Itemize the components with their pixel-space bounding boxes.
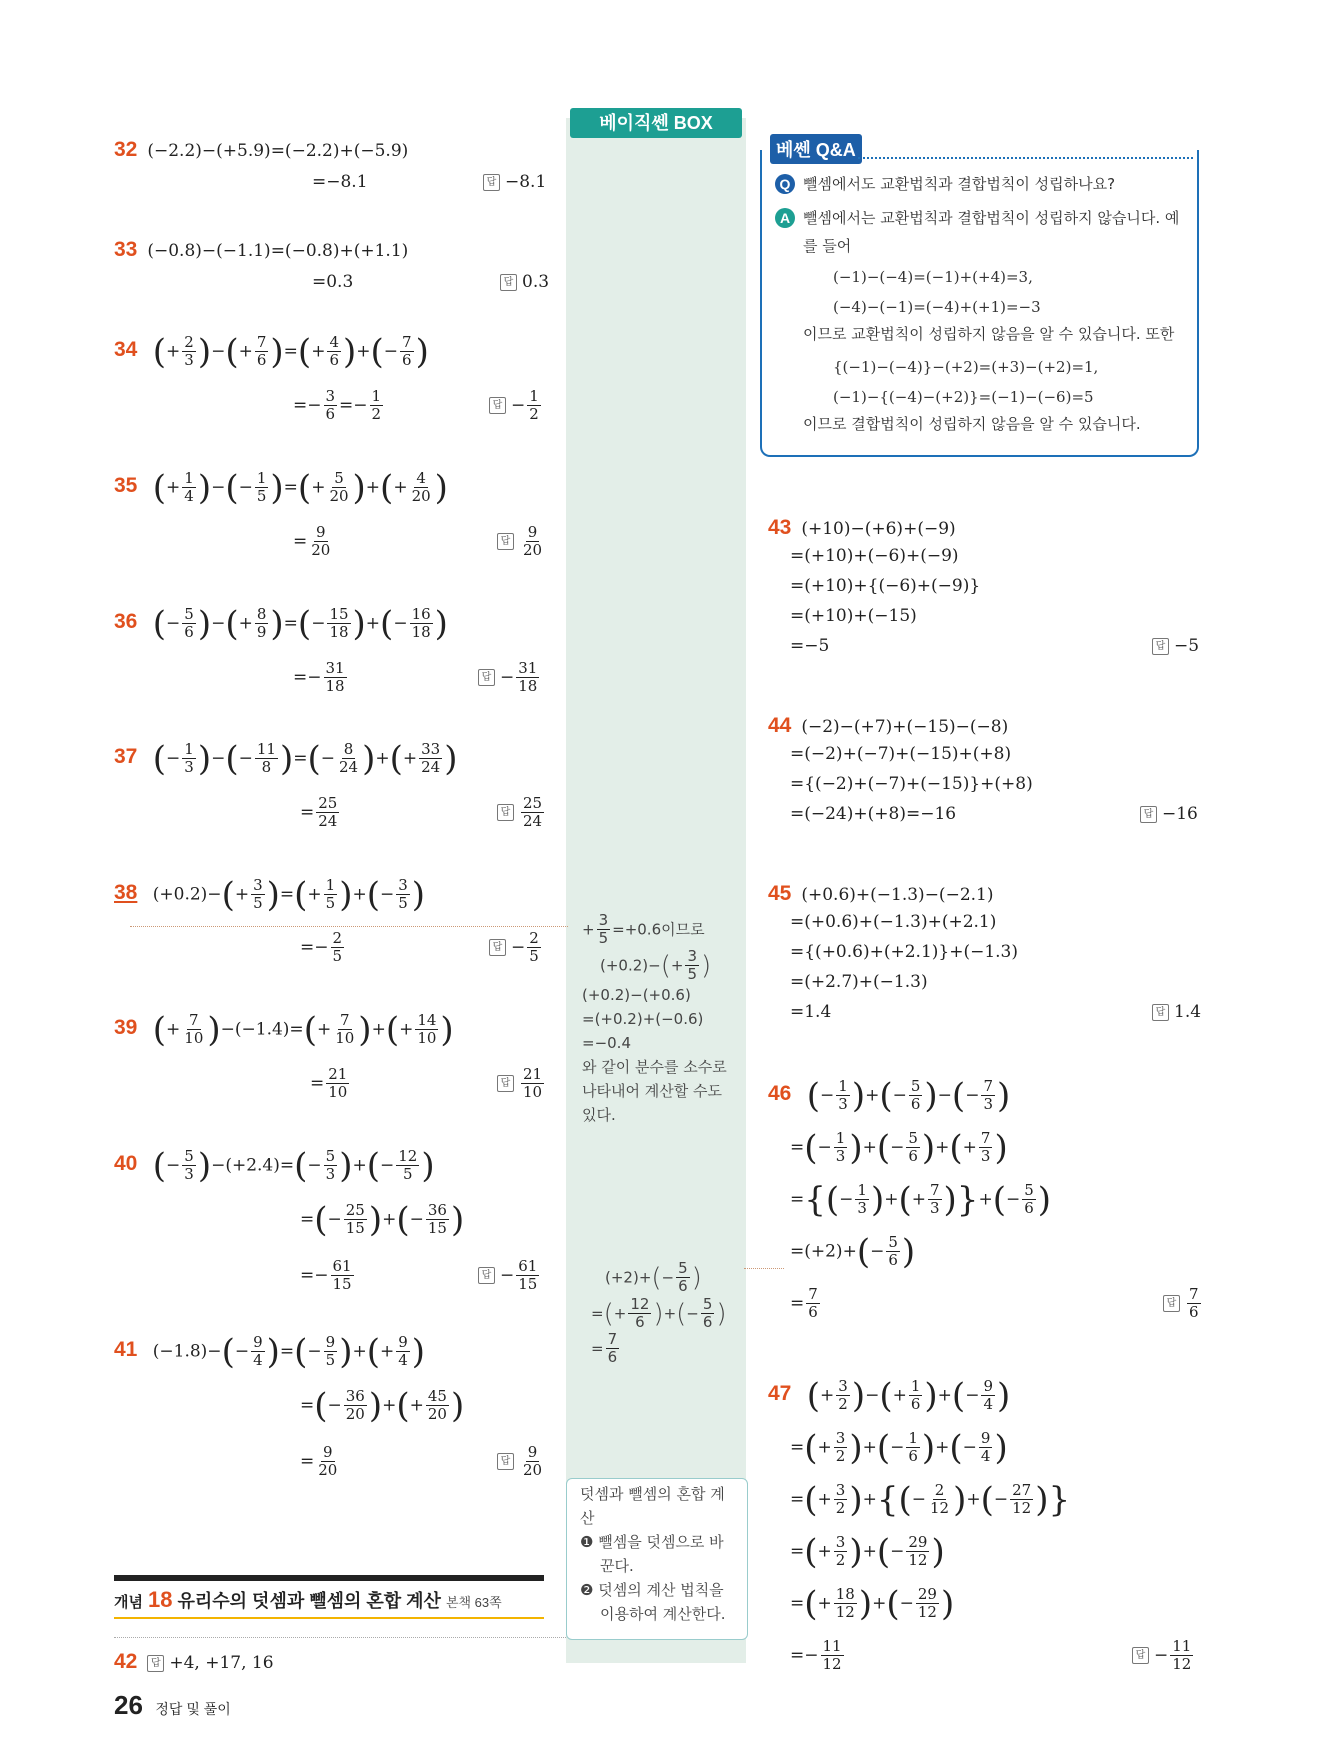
problem-47-step1: =(+ $\frac{3}{2}$ )+(− $\frac{1}{6}$ )+(− $\frac{9}{4}$ ) bbox=[790, 1427, 1008, 1468]
problem-46-step1: =(− $\frac{1}{3}$ )+(− $\frac{5}{6}$ )+(+ $\frac{7}{3}$ ) bbox=[790, 1127, 1008, 1168]
answer-34: 답 − $\frac{1}{2}$ bbox=[489, 388, 543, 424]
problem-45-step4: =1.4 bbox=[790, 1002, 832, 1022]
answer-icon: A bbox=[775, 208, 795, 228]
qa-answer-cont: 를 들어 bbox=[803, 237, 852, 255]
problem-32-step: =−8.1 bbox=[312, 172, 368, 192]
answer-44: 답 −16 bbox=[1140, 804, 1198, 824]
problem-40-step1: =(− $\frac{25}{15}$ )+(− $\frac{36}{15}$ ) bbox=[300, 1199, 465, 1240]
problem-45-step1: =(+0.6)+(−1.3)+(+2.1) bbox=[790, 912, 997, 932]
problem-44-step1: =(−2)+(−7)+(−15)+(+8) bbox=[790, 744, 1012, 764]
question-icon: Q bbox=[775, 174, 795, 194]
problem-41-step2: = $\frac{9}{20}$ bbox=[300, 1443, 338, 1480]
problem-44-step3: =(−24)+(+8)=−16 bbox=[790, 804, 957, 824]
problem-46-step3: =(+2)+(− $\frac{5}{6}$ ) bbox=[790, 1231, 916, 1272]
qa-badge: 베쎈 Q&A bbox=[770, 134, 862, 164]
problem-44: 44 (−2)−(+7)+(−15)−(−8) bbox=[768, 714, 1009, 737]
qa-eq3: {(−1)−(−4)}−(+2)=(+3)−(+2)=1, bbox=[833, 358, 1099, 376]
qa-answer: A 뺄셈에서는 교환법칙과 결합법칙이 성립하지 않습니다. 예 bbox=[775, 206, 1195, 230]
problem-34-step: =− $\frac{3}{6}$ =− $\frac{1}{2}$ bbox=[293, 387, 382, 424]
problem-35: 35 (+ $\frac{1}{4}$ )−(− $\frac{1}{5}$ )=(+ $\frac{5}{20}$ )+(+ $\frac{4}{20}$ ) bbox=[114, 467, 448, 508]
problem-43: 43 (+10)−(+6)+(−9) bbox=[768, 516, 956, 539]
answer-39: 답 $\frac{21}{10}$ bbox=[497, 1066, 546, 1102]
basic-box-column bbox=[566, 118, 746, 1663]
problem-47-step2: =(+ $\frac{3}{2}$ )+{(− $\frac{2}{12}$ )+(− $\frac{27}{12}$ )} bbox=[790, 1479, 1071, 1520]
problem-39: 39 (+ $\frac{7}{10}$ )−(−1.4)=(+ $\frac{7}{10}$ )+(+ $\frac{14}{10}$ ) bbox=[114, 1009, 454, 1050]
answer-41: 답 $\frac{9}{20}$ bbox=[497, 1444, 546, 1480]
problem-47-step4: =(+ $\frac{18}{12}$ )+(− $\frac{29}{12}$ ) bbox=[790, 1583, 955, 1624]
qa-divider bbox=[858, 157, 1193, 159]
answer-36: 답 − $\frac{31}{18}$ bbox=[478, 660, 541, 696]
answer-37: 답 $\frac{25}{24}$ bbox=[497, 795, 546, 831]
problem-32: 32 (−2.2)−(+5.9)=(−2.2)+(−5.9) bbox=[114, 138, 409, 161]
problem-45-step2: ={(+0.6)+(+2.1)}+(−1.3) bbox=[790, 942, 1018, 962]
basic-box-title: 베이직쎈 BOX bbox=[570, 108, 742, 138]
problem-38-step: =− $\frac{2}{5}$ bbox=[300, 929, 343, 966]
answer-33: 답 0.3 bbox=[500, 272, 549, 292]
problem-46: 46 (− $\frac{1}{3}$ )+(− $\frac{5}{6}$ )−(− $\frac{7}{3}$ ) bbox=[768, 1075, 1011, 1116]
problem-45: 45 (+0.6)+(−1.3)−(−2.1) bbox=[768, 882, 994, 905]
page-footer: 26 정답 및 풀이 bbox=[114, 1690, 231, 1720]
problem-45-step3: =(+2.7)+(−1.3) bbox=[790, 972, 928, 992]
problem-46-step4: = $\frac{7}{6}$ bbox=[790, 1285, 818, 1322]
problem-37-step: = $\frac{25}{24}$ bbox=[300, 794, 338, 831]
problem-47-step5: =− $\frac{11}{12}$ bbox=[790, 1637, 842, 1674]
answer-32: 답 −8.1 bbox=[483, 172, 546, 192]
problem-33-step: =0.3 bbox=[312, 272, 354, 292]
qa-eq1: (−1)−(−4)=(−1)+(+4)=3, bbox=[833, 268, 1033, 286]
answer-46: 답 $\frac{7}{6}$ bbox=[1163, 1286, 1203, 1322]
problem-43-step2: =(+10)+{(−6)+(−9)} bbox=[790, 576, 981, 596]
problem-47: 47 (+ $\frac{3}{2}$ )−(+ $\frac{1}{6}$ )+(− $\frac{9}{4}$ ) bbox=[768, 1375, 1011, 1416]
problem-39-step: = $\frac{21}{10}$ bbox=[310, 1065, 348, 1102]
problem-37: 37 (− $\frac{1}{3}$ )−(− $\frac{11}{8}$ )=(− $\frac{8}{24}$ )+(+ $\frac{33}{24}$ ) bbox=[114, 738, 458, 779]
problem-42: 42 답 +4, +17, 16 bbox=[114, 1650, 274, 1673]
answer-45: 답 1.4 bbox=[1152, 1002, 1201, 1022]
problem-33: 33 (−0.8)−(−1.1)=(−0.8)+(+1.1) bbox=[114, 238, 409, 261]
answer-47: 답 − $\frac{11}{12}$ bbox=[1132, 1638, 1195, 1674]
answer-43: 답 −5 bbox=[1152, 636, 1199, 656]
problem-34: 34 (+ $\frac{2}{3}$ )−(+ $\frac{7}{6}$ )=(+ $\frac{4}{6}$ )+(− $\frac{7}{6}$ ) bbox=[114, 331, 429, 372]
tip-38: + $\frac{3}{5}$ =+0.6이므로 (+0.2)−(+ $\frac{3}{5}$ ) (+0.2)−(+0.6) =(+0.2)+(−0.6) =−0.4 와 같이 분수를 소수로 나타내어 계산할 수도 있다. bbox=[582, 911, 727, 1124]
concept-header: 개념 18 유리수의 덧셈과 뺄셈의 혼합 계산 본책 63쪽 bbox=[114, 1587, 502, 1612]
answer-40: 답 − $\frac{61}{15}$ bbox=[478, 1258, 541, 1294]
problem-43-step3: =(+10)+(−15) bbox=[790, 606, 917, 626]
problem-47-step3: =(+ $\frac{3}{2}$ )+(− $\frac{29}{12}$ ) bbox=[790, 1531, 945, 1572]
problem-38: 38 (+0.2)−(+ $\frac{3}{5}$ )=(+ $\frac{1}{5}$ )+(− $\frac{3}{5}$ ) bbox=[114, 874, 426, 915]
problem-40: 40 (− $\frac{5}{3}$ )−(+2.4)=(− $\frac{5}{3}$ )+(− $\frac{12}{5}$ ) bbox=[114, 1145, 435, 1186]
qa-end: 이므로 결합법칙이 성립하지 않음을 알 수 있습니다. bbox=[803, 415, 1141, 433]
connector-46 bbox=[744, 1268, 784, 1269]
problem-43-step4: =−5 bbox=[790, 636, 830, 656]
connector-38 bbox=[130, 926, 568, 927]
problem-40-step2: =− $\frac{61}{15}$ bbox=[300, 1257, 352, 1294]
problem-44-step2: ={(−2)+(−7)+(−15)}+(+8) bbox=[790, 774, 1033, 794]
problem-46-step2: ={(− $\frac{1}{3}$ )+(+ $\frac{7}{3}$ )}+(− $\frac{5}{6}$ ) bbox=[790, 1179, 1052, 1220]
tip-46: (+2)+(− $\frac{5}{6}$ ) =(+ $\frac{12}{6}$ )+(− $\frac{5}{6}$ ) = $\frac{7}{6}$ bbox=[591, 1259, 727, 1367]
qa-question: Q 뺄셈에서도 교환법칙과 결합법칙이 성립하나요? bbox=[775, 172, 1115, 196]
answer-38: 답 − $\frac{2}{5}$ bbox=[489, 930, 543, 966]
problem-41: 41 (−1.8)−(− $\frac{9}{4}$ )=(− $\frac{9}{5}$ )+(+ $\frac{9}{4}$ ) bbox=[114, 1331, 426, 1372]
qa-mid: 이므로 교환법칙이 성립하지 않음을 알 수 있습니다. 또한 bbox=[803, 325, 1175, 343]
problem-41-step1: =(− $\frac{36}{20}$ )+(+ $\frac{45}{20}$ ) bbox=[300, 1385, 465, 1426]
concept-divider bbox=[114, 1637, 566, 1638]
problem-35-step: = $\frac{9}{20}$ bbox=[293, 523, 331, 560]
problem-43-step1: =(+10)+(−6)+(−9) bbox=[790, 546, 959, 566]
qa-eq2: (−4)−(−1)=(−4)+(+1)=−3 bbox=[833, 298, 1041, 316]
problem-36-step: =− $\frac{31}{18}$ bbox=[293, 659, 345, 696]
answer-35: 답 $\frac{9}{20}$ bbox=[497, 524, 546, 560]
problem-36: 36 (− $\frac{5}{6}$ )−(+ $\frac{8}{9}$ )=(− $\frac{15}{18}$ )+(− $\frac{16}{18}$ ) bbox=[114, 603, 448, 644]
qa-eq4: (−1)−{(−4)−(+2)}=(−1)−(−6)=5 bbox=[833, 388, 1094, 406]
tip-box-text: 덧셈과 뺄셈의 혼합 계 산 ❶ 뺄셈을 덧셈으로 바 꾼다. ❷ 덧셈의 계산 법칙을 이용하여 계산한다. bbox=[580, 1485, 726, 1623]
